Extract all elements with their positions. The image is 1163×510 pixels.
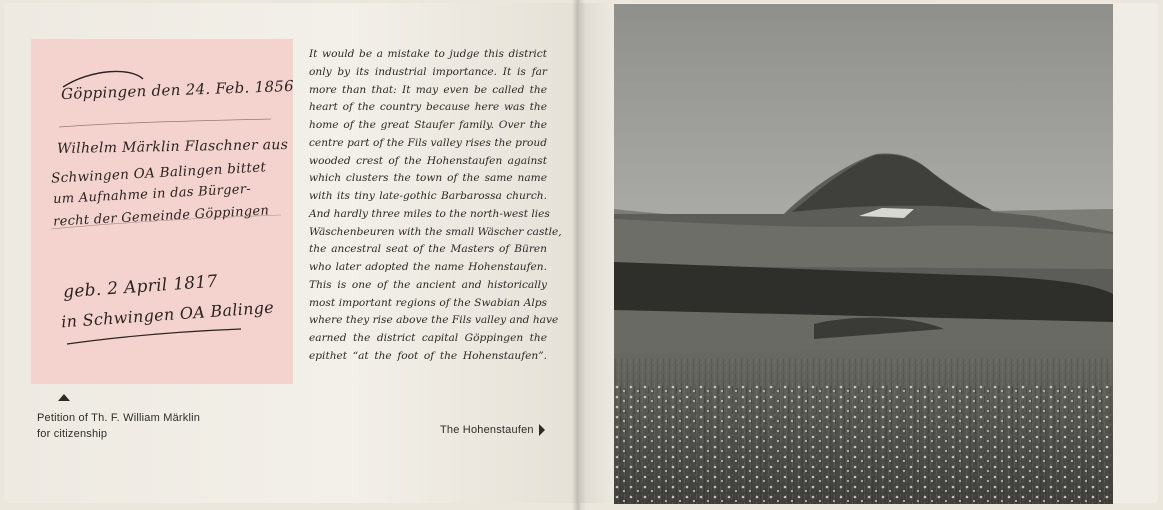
script-line-3: Schwingen OA Balingen bittet — [50, 159, 267, 187]
body-line: centre part of the Fils valley rises the proud — [309, 136, 547, 149]
body-line: epithet “at the foot of the Hohenstaufen”. — [309, 349, 547, 362]
body-line: the ancestral seat of the Masters of Büren — [309, 243, 547, 256]
body-line: wooded crest of the Hohenstaufen against — [309, 154, 547, 167]
script-line-1: Göppingen den 24. Feb. 1856 — [60, 76, 295, 104]
body-line: This is one of the ancient and historically — [309, 278, 547, 291]
book-gutter — [572, 0, 586, 510]
handwritten-petition-image — [31, 39, 293, 384]
hohenstaufen-photo — [614, 4, 1113, 504]
body-line: only by its industrial importance. It is far — [309, 65, 547, 78]
body-line: earned the district capital Göppingen the — [309, 332, 547, 344]
body-paragraph — [309, 46, 562, 366]
caption-line-2: for citizenship — [37, 428, 108, 440]
body-line: more than that: It may even be called the — [309, 83, 547, 96]
script-line-5: recht der Gemeinde Göppingen — [52, 203, 270, 230]
caption-up-arrow-icon — [58, 394, 70, 401]
body-line: home of the great Staufer family. Over the — [309, 119, 547, 131]
caption-line-1: Petition of Th. F. William Märklin — [37, 412, 201, 424]
caption-right-arrow-icon — [539, 424, 545, 436]
body-line: which clusters the town of the same name — [309, 172, 547, 185]
body-line: It would be a mistake to judge this district — [309, 48, 547, 60]
photo-caption — [440, 424, 545, 436]
body-line: And hardly three miles to the north-west lies — [309, 207, 550, 220]
petition-caption — [37, 410, 277, 442]
script-flourishes — [31, 39, 293, 384]
body-line: with its tiny late-gothic Barbarossa church. — [309, 190, 547, 202]
photo-caption-label: The Hohenstaufen — [440, 424, 534, 436]
script-line-2: Wilhelm Märklin Flaschner aus — [56, 136, 289, 158]
body-line: Wäschenbeuren with the small Wäscher castle, — [309, 225, 562, 238]
script-line-6: geb. 2 April 1817 — [62, 271, 219, 303]
script-line-7: in Schwingen OA Balinge — [60, 297, 275, 332]
body-line: most important regions of the Swabian Alps — [309, 296, 547, 309]
body-line: who later adopted the name Hohenstaufen. — [309, 261, 547, 273]
script-line-4: um Aufnahme in das Bürger- — [52, 181, 252, 208]
hohenstaufen-landscape — [614, 4, 1113, 504]
body-line: heart of the country because here was the — [309, 101, 547, 114]
body-line: where they rise above the Fils valley and have — [309, 314, 559, 327]
